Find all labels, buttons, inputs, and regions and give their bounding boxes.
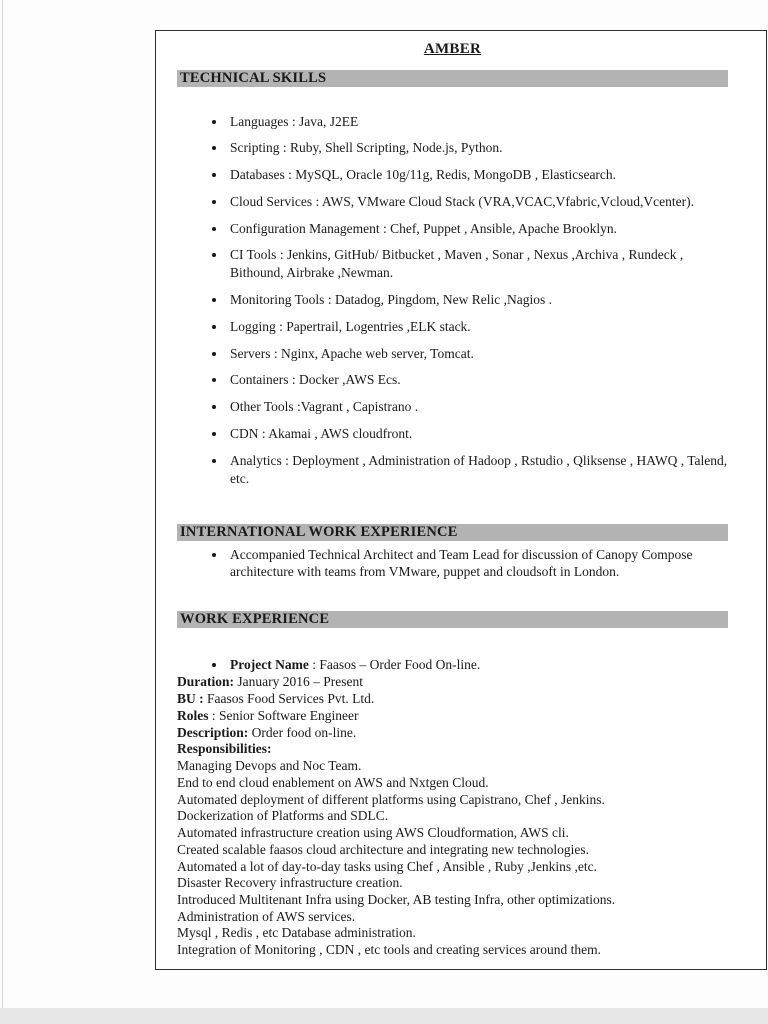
skill-list-item: • Analytics : Deployment , Administration of Hadoop , Rstudio , Qliksense , HAWQ , Talend, etc.	[227, 452, 728, 488]
skill-list-item: • Databases : MySQL, Oracle 10g/11g, Redis, MongoDB , Elasticsearch.	[227, 166, 728, 184]
international-experience-item: • Accompanied Technical Architect and Team Lead for discussion of Canopy Compose architecture with teams from VMware, puppet and cloudsoft in London.	[227, 546, 728, 582]
page-title: AMBER	[423, 41, 482, 57]
technical-skills-list	[177, 113, 728, 488]
detail-line: Administration of AWS services.	[177, 908, 356, 924]
skill-list-item: • Containers : Docker ,AWS Ecs.	[227, 371, 728, 389]
detail-line: End to end cloud enablement on AWS and Nxtgen Cloud.	[177, 774, 489, 790]
detail-line: Responsibilities:	[177, 741, 272, 757]
skill-list-item: • CI Tools : Jenkins, GitHub/ Bitbucket , Maven , Sonar , Nexus ,Archiva , Rundeck , Bithound, Airbrake ,Newman.	[227, 246, 728, 282]
skill-list-item: • Scripting : Ruby, Shell Scripting, Node.js, Python.	[227, 139, 728, 157]
skill-list-item: • Servers : Nginx, Apache web server, Tomcat.	[227, 345, 728, 363]
detail-line: Created scalable faasos cloud architecture and integrating new technologies.	[177, 841, 589, 857]
detail-line: BU : Faasos Food Services Pvt. Ltd.	[177, 691, 375, 707]
international-experience-list	[177, 546, 728, 582]
page-edge-divider	[2, 0, 3, 1024]
project-name-item	[227, 656, 728, 674]
skill-list-item: • Languages : Java, J2EE	[227, 113, 728, 131]
detail-line: Automated deployment of different platforms using Capistrano, Chef , Jenkins.	[177, 791, 605, 807]
section-heading-work-experience: WORK EXPERIENCE	[177, 611, 728, 628]
project-name-label: Project Name	[230, 656, 309, 672]
detail-line: Managing Devops and Noc Team.	[177, 758, 362, 774]
work-experience-details	[177, 674, 728, 958]
detail-line: Mysql , Redis , etc Database administration.	[177, 925, 416, 941]
detail-line: Disaster Recovery infrastructure creation.	[177, 875, 403, 891]
bottom-gray-strip	[0, 1008, 768, 1024]
project-name-list	[177, 656, 728, 674]
detail-line: Dockerization of Platforms and SDLC.	[177, 808, 389, 824]
detail-line: Integration of Monitoring , CDN , etc tools and creating services around them.	[177, 942, 602, 958]
skill-list-item: • Monitoring Tools : Datadog, Pingdom, New Relic ,Nagios .	[227, 291, 728, 309]
detail-line: Introduced Multitenant Infra using Docker, AB testing Infra, other optimizations.	[177, 892, 616, 908]
skill-list-item: • Configuration Management : Chef, Puppet , Ansible, Apache Brooklyn.	[227, 220, 728, 238]
project-name-value: : Faasos – Order Food On-line.	[308, 656, 481, 672]
detail-line: Description: Order food on-line.	[177, 724, 357, 740]
skill-list-item: • Other Tools :Vagrant , Capistrano .	[227, 398, 728, 416]
skill-list-item: • CDN : Akamai , AWS cloudfront.	[227, 425, 728, 443]
section-heading-technical-skills: TECHNICAL SKILLS	[177, 70, 728, 87]
detail-line: Automated infrastructure creation using AWS Cloudformation, AWS cli.	[177, 825, 569, 841]
detail-line: Automated a lot of day-to-day tasks using Chef , Ansible , Ruby ,Jenkins ,etc.	[177, 858, 597, 874]
skill-list-item: • Cloud Services : AWS, VMware Cloud Stack (VRA,VCAC,Vfabric,Vcloud,Vcenter).	[227, 193, 728, 211]
section-heading-international-work-experience: INTERNATIONAL WORK EXPERIENCE	[177, 524, 728, 541]
skill-list-item: • Logging : Papertrail, Logentries ,ELK stack.	[227, 318, 728, 336]
detail-line: Roles : Senior Software Engineer	[177, 707, 359, 723]
resume-page	[155, 30, 767, 970]
detail-line: Duration: January 2016 – Present	[177, 674, 363, 690]
